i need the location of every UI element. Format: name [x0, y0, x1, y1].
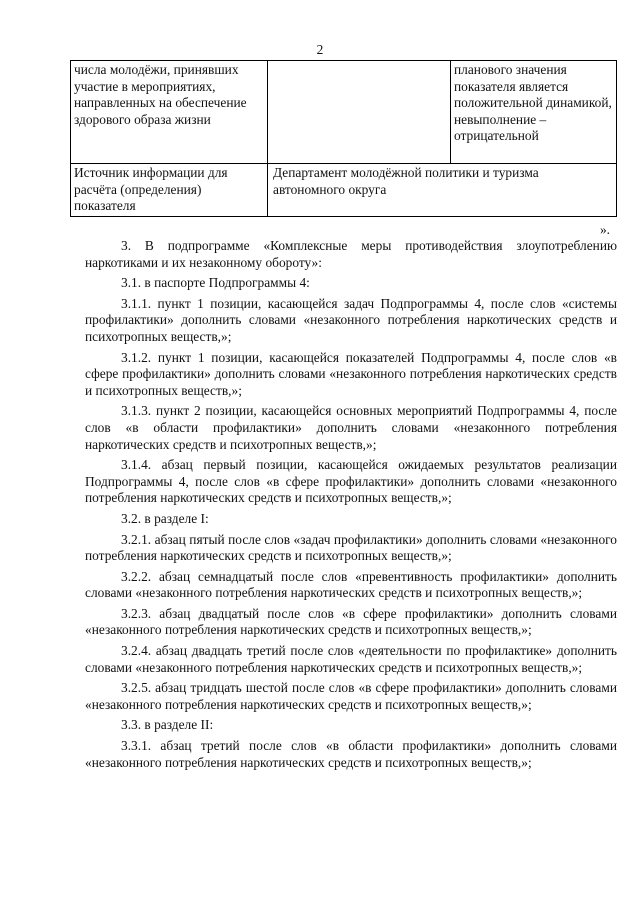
paragraph: 3.3. в разделе II:: [121, 717, 214, 733]
document-body: [85, 238, 617, 775]
paragraph: 3.1.4. абзац первый позиции, касающейся ожидаемых результатов реализации Подпрограммы 4, после слов «в сфере профилактики» дополнить словами «незаконного потребления наркотических средств и психотропных веществ,»;: [85, 457, 617, 506]
table-row: [71, 61, 617, 164]
paragraph: 3.3.1. абзац третий после слов «в области профилактики» дополнить словами «незаконного потребления наркотических средств и психотропных веществ,»;: [85, 738, 617, 770]
table-cell-empty: [268, 61, 451, 164]
table-cell: Департамент молодёжной политики и туризма автономного округа: [268, 164, 617, 217]
table-cell: планового значения показателя является положительной динамикой, невыполнение – отрицательной: [451, 61, 617, 164]
table-row: [71, 164, 617, 217]
page-number: 2: [316, 42, 324, 57]
closing-quote: ».: [599, 222, 610, 237]
table-cell: Источник информации для расчёта (определения) показателя: [71, 164, 268, 217]
paragraph: 3.2. в разделе I:: [121, 510, 209, 526]
paragraph: 3.2.3. абзац двадцатый после слов «в сфере профилактики» дополнить словами «незаконного потребления наркотических средств и психотропных веществ,»;: [85, 605, 617, 638]
paragraph: 3.2.5. абзац тридцать шестой после слов «в сфере профилактики» дополнить словами «незаконного потребления наркотических средств и психотропных веществ,»;: [85, 680, 617, 712]
paragraph: 3.1.3. пункт 2 позиции, касающейся основных мероприятий Подпрограммы 4, после слов «в области профилактики» дополнить словами «незаконного потребления наркотических средств и психотропных веществ,»;: [85, 403, 617, 452]
paragraph: 3.1. в паспорте Подпрограммы 4:: [121, 275, 310, 291]
indicator-table: [70, 60, 617, 217]
paragraph: 3.2.4. абзац двадцать третий после слов «деятельности по профилактике» дополнить словами «незаконного потребления наркотических средств и психотропных веществ,»;: [85, 643, 617, 675]
paragraph: 3.2.2. абзац семнадцатый после слов «превентивность профилактики» дополнить словами «незаконного потребления наркотических средств и психотропных веществ,»;: [85, 568, 617, 601]
paragraph: 3.1.2. пункт 1 позиции, касающейся показателей Подпрограммы 4, после слов «в сфере профилактики» дополнить словами «незаконного потребления наркотических средств и психотропных веществ,»;: [85, 349, 617, 398]
paragraph: 3.1.1. пункт 1 позиции, касающейся задач Подпрограммы 4, после слов «системы профилактики» дополнить словами «незаконного потребления наркотических средств и психотропных веществ,»;: [85, 295, 617, 344]
table-cell: числа молодёжи, принявших участие в мероприятиях, направленных на обеспечение здорового образа жизни: [71, 61, 268, 164]
paragraph: 3.2.1. абзац пятый после слов «задач профилактики» дополнить словами «незаконного потребления наркотических средств и психотропных веществ,»;: [85, 531, 617, 564]
paragraph: 3. В подпрограмме «Комплексные меры противодействия злоупотреблению наркотиками и их незаконному обороту»:: [85, 238, 617, 270]
